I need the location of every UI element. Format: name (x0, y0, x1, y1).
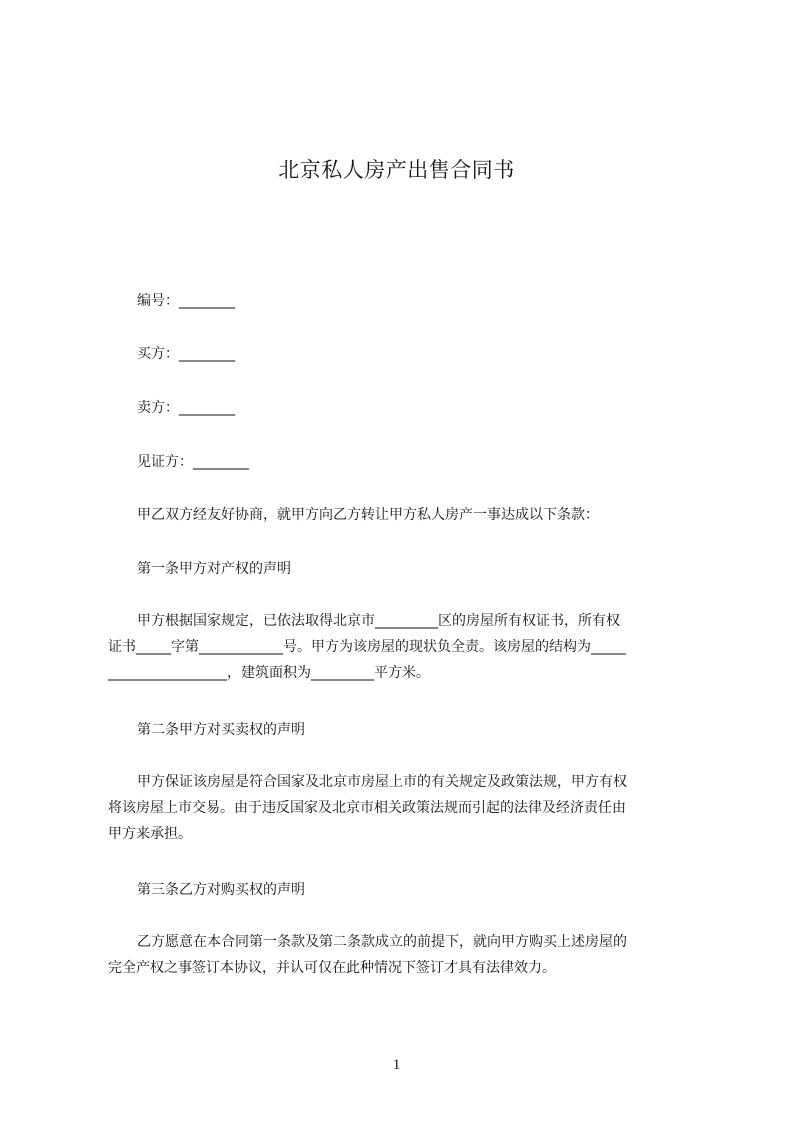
field-buyer: 买方：________ (137, 346, 235, 362)
intro-paragraph: 甲乙双方经友好协商，就甲方向乙方转让甲方私人房产一事达成以下条款： (137, 507, 599, 523)
article-2-line-2: 将该房屋上市交易。由于违反国家及北京市相关政策法规而引起的法律及经济责任由 (108, 800, 626, 816)
field-witness: 见证方：________ (137, 454, 249, 470)
article-1-heading: 第一条甲方对产权的声明 (137, 561, 291, 577)
article-3-heading: 第三条乙方对购买权的声明 (137, 882, 305, 898)
article-3-line-1: 乙方愿意在本合同第一条款及第二条款成立的前提下，就向甲方购买上述房屋的 (137, 934, 627, 950)
document-title: 北京私人房产出售合同书 (278, 158, 515, 183)
article-2-line-3: 甲方来承担。 (108, 826, 192, 842)
article-1-line-1: 甲方根据国家规定，已依法取得北京市_________区的房屋所有权证书，所有权 (137, 613, 620, 629)
article-1-line-3: _________________，建筑面积为_________平方米。 (108, 665, 430, 681)
field-seller: 卖方：________ (137, 400, 235, 416)
field-number: 编号：________ (137, 293, 235, 309)
article-2-line-1: 甲方保证该房屋是符合国家及北京市房屋上市的有关规定及政策法规，甲方有权 (137, 774, 627, 790)
article-3-line-2: 完全产权之事签订本协议，并认可仅在此种情况下签订才具有法律效力。 (108, 960, 556, 976)
article-2-heading: 第二条甲方对买卖权的声明 (137, 722, 305, 738)
article-1-line-2: 证书_____字第____________号。甲方为该房屋的现状负全责。该房屋的结构为_____ (108, 639, 626, 655)
page-number: 1 (392, 1057, 401, 1073)
